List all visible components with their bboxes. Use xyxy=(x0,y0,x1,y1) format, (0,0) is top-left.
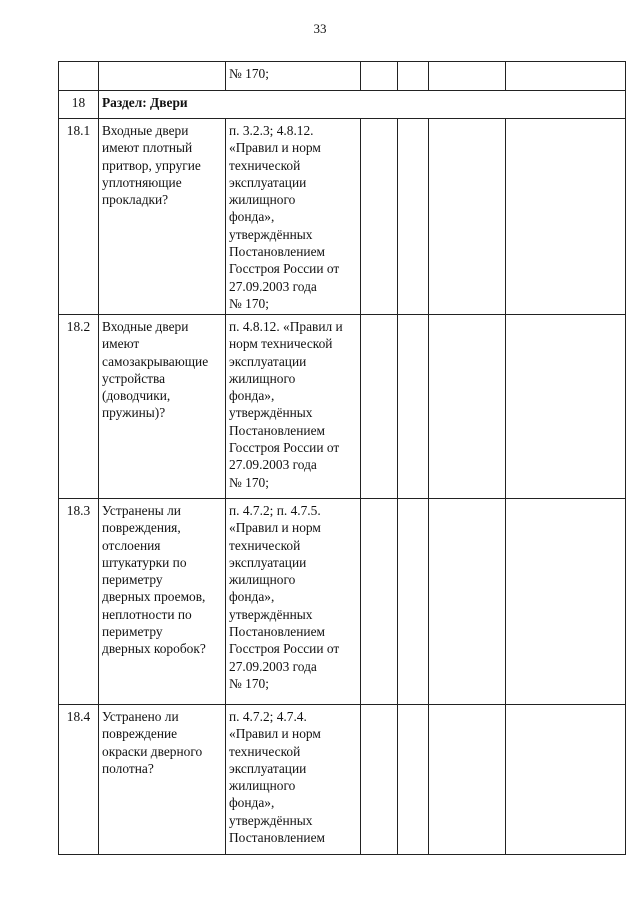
question-line: периметру xyxy=(102,624,163,640)
ref-line: Постановлением xyxy=(229,422,325,438)
ref-line: № 170; xyxy=(229,66,269,81)
question-line: отслоения xyxy=(102,537,161,553)
cell-blank xyxy=(361,315,398,499)
cell-blank xyxy=(398,62,429,91)
question-line: притвор, упругие xyxy=(102,157,201,173)
cell-blank xyxy=(506,705,626,855)
cell-ref xyxy=(226,62,361,91)
cell-num: 18.3 xyxy=(59,499,99,705)
ref-line: фонда», xyxy=(229,388,275,404)
table-row xyxy=(59,315,626,499)
page-number: 33 xyxy=(313,21,327,36)
cell-blank xyxy=(361,119,398,315)
question-line: Устранены ли xyxy=(102,503,181,518)
question-line: дверных проемов, xyxy=(102,589,206,605)
ref-line: технической xyxy=(229,743,301,759)
ref-line: технической xyxy=(229,537,301,553)
cell-blank xyxy=(429,62,506,91)
cell-blank xyxy=(429,499,506,705)
question-line: неплотности по xyxy=(102,606,192,622)
ref-line: эксплуатации xyxy=(229,760,307,776)
ref-line: эксплуатации xyxy=(229,353,307,369)
section-number: 18 xyxy=(59,91,99,119)
ref-line: утверждённых xyxy=(229,606,313,622)
ref-line: 27.09.2003 года xyxy=(229,658,317,674)
cell-blank xyxy=(398,705,429,855)
ref-line: технической xyxy=(229,157,301,173)
cell-question xyxy=(99,62,226,91)
section-row xyxy=(59,91,626,119)
cell-num: 18.4 xyxy=(59,705,99,855)
ref-line: эксплуатации xyxy=(229,554,307,570)
question-line: прокладки? xyxy=(102,192,169,208)
question-line: полотна? xyxy=(102,760,154,776)
ref-line: фонда», xyxy=(229,209,275,225)
ref-line: 27.09.2003 года xyxy=(229,278,317,294)
question-line: (доводчики, xyxy=(102,388,171,404)
cell-blank xyxy=(398,315,429,499)
ref-line: «Правил и норм xyxy=(229,520,321,536)
cell-question xyxy=(99,315,226,499)
ref-line: Постановлением xyxy=(229,624,325,640)
ref-line: № 170; xyxy=(229,474,269,490)
continuation-row xyxy=(59,62,626,91)
cell-blank xyxy=(506,62,626,91)
question-line: самозакрывающие xyxy=(102,353,209,369)
question-line: пружины)? xyxy=(102,405,166,421)
section-title: Раздел: Двери xyxy=(99,91,626,119)
ref-line: п. 4.7.2; п. 4.7.5. xyxy=(229,503,321,518)
question-line: окраски дверного xyxy=(102,743,203,759)
cell-blank xyxy=(398,119,429,315)
ref-line: утверждённых xyxy=(229,226,313,242)
ref-line: п. 4.7.2; 4.7.4. xyxy=(229,709,307,724)
table-row xyxy=(59,499,626,705)
cell-blank xyxy=(429,705,506,855)
cell-question xyxy=(99,499,226,705)
ref-line: жилищного xyxy=(229,778,296,794)
question-line: штукатурки по xyxy=(102,554,187,570)
ref-line: норм технической xyxy=(229,336,333,352)
question-line: дверных коробок? xyxy=(102,641,206,657)
cell-num: 18.1 xyxy=(59,119,99,315)
question-line: Устранено ли xyxy=(102,709,179,724)
ref-line: Госстроя России от xyxy=(229,641,340,657)
ref-line: № 170; xyxy=(229,675,269,691)
question-line: периметру xyxy=(102,572,163,588)
question-line: повреждения, xyxy=(102,520,181,536)
cell-ref xyxy=(226,315,361,499)
cell-question xyxy=(99,119,226,315)
cell-blank xyxy=(506,119,626,315)
cell-question xyxy=(99,705,226,855)
table-row xyxy=(59,119,626,315)
question-line: имеют плотный xyxy=(102,140,193,156)
question-line: уплотняющие xyxy=(102,174,182,190)
cell-blank xyxy=(361,62,398,91)
ref-line: фонда», xyxy=(229,795,275,811)
ref-line: Госстроя России от xyxy=(229,440,340,456)
ref-line: жилищного xyxy=(229,370,296,386)
ref-line: п. 4.8.12. «Правил и xyxy=(229,319,343,334)
ref-line: жилищного xyxy=(229,192,296,208)
cell-ref xyxy=(226,119,361,315)
ref-line: фонда», xyxy=(229,589,275,605)
ref-line: жилищного xyxy=(229,572,296,588)
ref-line: утверждённых xyxy=(229,405,313,421)
cell-num: 18.2 xyxy=(59,315,99,499)
ref-line: 27.09.2003 года xyxy=(229,457,317,473)
question-line: Входные двери xyxy=(102,123,189,138)
question-line: имеют xyxy=(102,336,140,352)
cell-blank xyxy=(506,499,626,705)
ref-line: эксплуатации xyxy=(229,174,307,190)
checklist-table xyxy=(58,61,626,855)
cell-num xyxy=(59,62,99,91)
ref-line: утверждённых xyxy=(229,812,313,828)
ref-line: Госстроя России от xyxy=(229,261,340,277)
table-row xyxy=(59,705,626,855)
ref-line: п. 3.2.3; 4.8.12. xyxy=(229,123,314,138)
question-line: устройства xyxy=(102,370,166,386)
cell-blank xyxy=(506,315,626,499)
cell-blank xyxy=(429,315,506,499)
cell-ref xyxy=(226,499,361,705)
ref-line: Постановлением xyxy=(229,830,325,846)
ref-line: № 170; xyxy=(229,295,269,311)
question-line: повреждение xyxy=(102,726,178,742)
ref-line: «Правил и норм xyxy=(229,140,321,156)
cell-blank xyxy=(361,705,398,855)
question-line: Входные двери xyxy=(102,319,189,334)
ref-line: «Правил и норм xyxy=(229,726,321,742)
cell-blank xyxy=(398,499,429,705)
cell-ref xyxy=(226,705,361,855)
cell-blank xyxy=(429,119,506,315)
ref-line: Постановлением xyxy=(229,244,325,260)
cell-blank xyxy=(361,499,398,705)
